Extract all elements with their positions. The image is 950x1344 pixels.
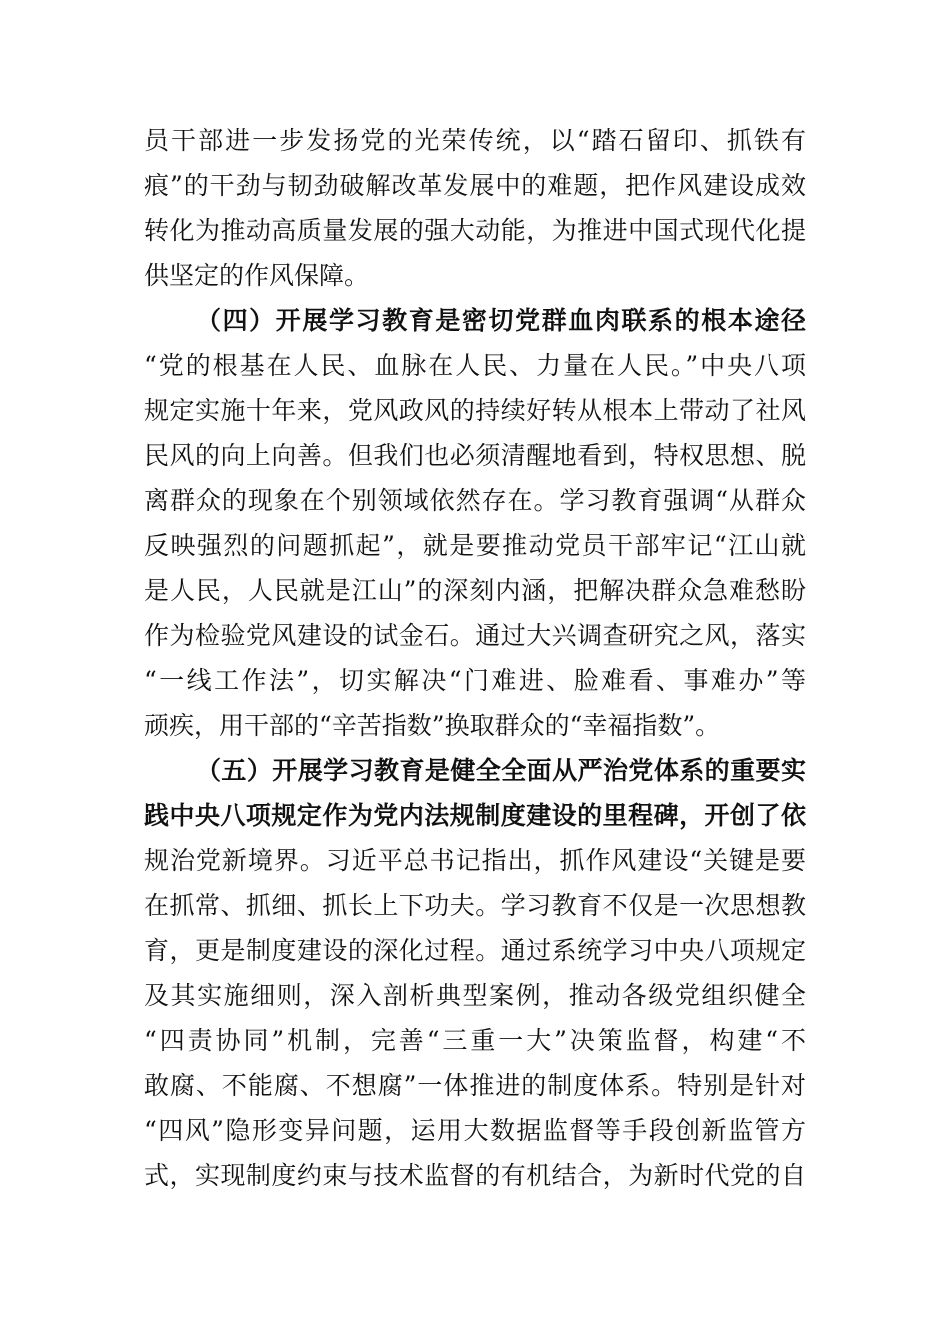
text-line: 规治党新境界。习近平总书记指出，抓作风建设“关键是要 [144, 846, 806, 875]
text-line: “党的根基在人民、血脉在人民、力量在人民。”中央八项 [144, 351, 806, 380]
text-line: “四责协同”机制，完善“三重一大”决策监督，构建“不 [144, 1026, 806, 1055]
text-line: 育，更是制度建设的深化过程。通过系统学习中央八项规定 [144, 936, 806, 965]
text-line: 规定实施十年来，党风政风的持续好转从根本上带动了社风 [144, 396, 806, 425]
text-line: “四风”隐形变异问题，运用大数据监督等手段创新监管方 [144, 1116, 806, 1145]
text-line: 作为检验党风建设的试金石。通过大兴调查研究之风，落实 [144, 621, 806, 650]
text-line: 敢腐、不能腐、不想腐”一体推进的制度体系。特别是针对 [144, 1071, 806, 1100]
text-line: 式，实现制度约束与技术监督的有机结合，为新时代党的自 [144, 1161, 806, 1190]
text-line: 痕”的干劲与韧劲破解改革发展中的难题，把作风建设成效 [144, 171, 806, 200]
text-line: 员干部进一步发扬党的光荣传统，以“踏石留印、抓铁有 [144, 126, 806, 155]
text-line: 转化为推动高质量发展的强大动能，为推进中国式现代化提 [144, 216, 806, 245]
text-line: 是人民，人民就是江山”的深刻内涵，把解决群众急难愁盼 [144, 576, 806, 605]
text-line: 供坚定的作风保障。 [144, 261, 370, 290]
text-line: 离群众的现象在个别领域依然存在。学习教育强调“从群众 [144, 486, 806, 515]
text-line: 反映强烈的问题抓起”，就是要推动党员干部牢记“江山就 [144, 531, 806, 560]
text-line: 及其实施细则，深入剖析典型案例，推动各级党组织健全 [144, 981, 806, 1010]
text-line: “一线工作法”，切实解决“门难进、脸难看、事难办”等 [144, 666, 806, 695]
text-line: 在抓常、抓细、抓长上下功夫。学习教育不仅是一次思想教 [144, 891, 806, 920]
section-heading-4: （四）开展学习教育是密切党群血肉联系的根本途径 [196, 306, 806, 335]
section-heading-5-continued: 践中央八项规定作为党内法规制度建设的里程碑，开创了依 [144, 801, 806, 830]
section-heading-5: （五）开展学习教育是健全全面从严治党体系的重要实 [196, 756, 806, 785]
text-line: 民风的向上向善。但我们也必须清醒地看到，特权思想、脱 [144, 441, 806, 470]
text-line: 顽疾，用干部的“辛苦指数”换取群众的“幸福指数”。 [144, 711, 721, 740]
